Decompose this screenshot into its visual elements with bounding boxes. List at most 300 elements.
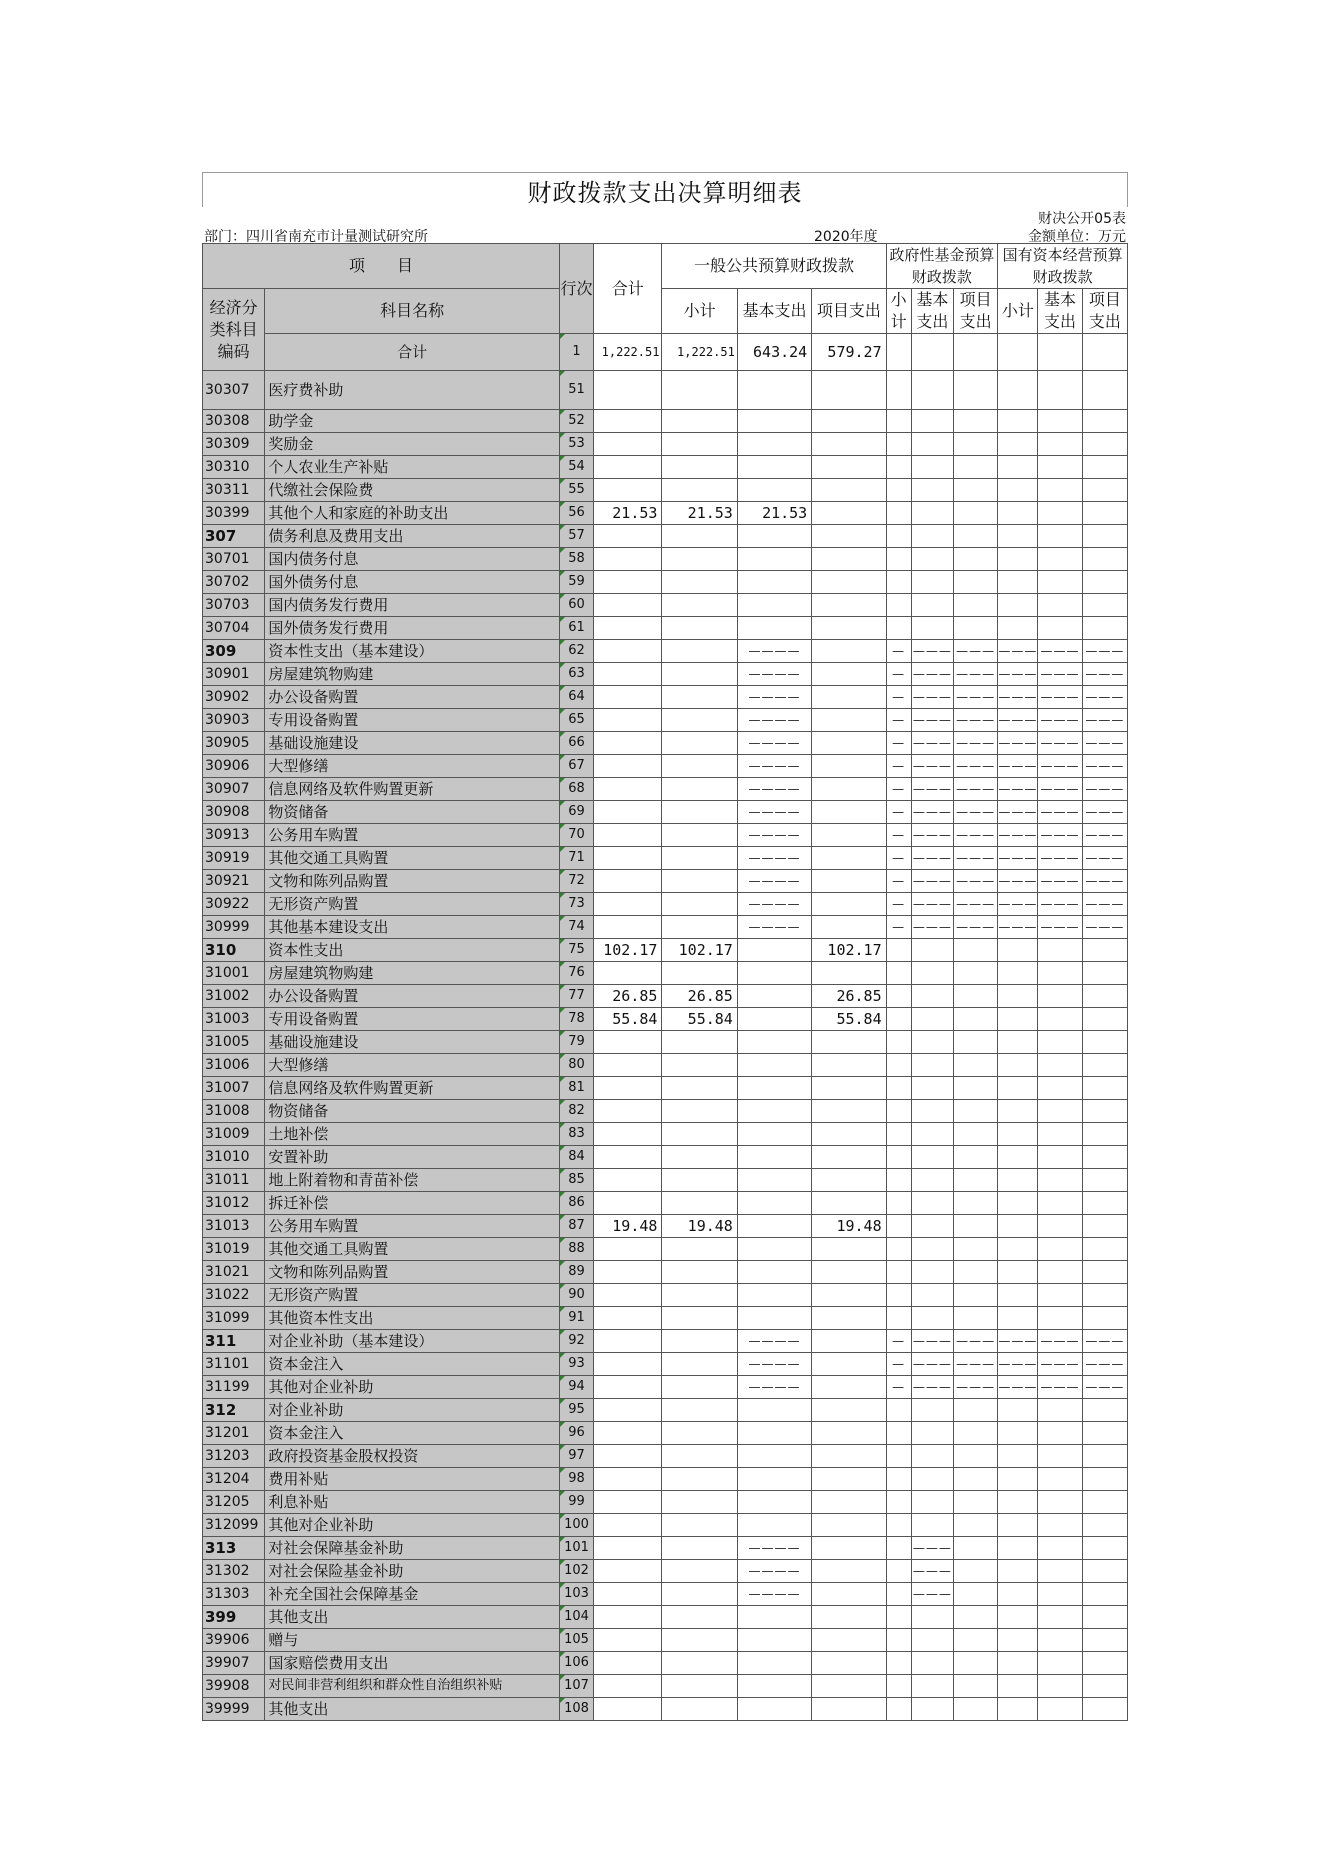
econ-code: 31009 bbox=[203, 1123, 265, 1146]
fund-cell bbox=[886, 1698, 911, 1721]
fund-cell bbox=[1082, 939, 1127, 962]
subject-name: 国外债务发行费用 bbox=[265, 617, 560, 640]
amount-total bbox=[594, 916, 662, 939]
fund-cell bbox=[911, 571, 953, 594]
table-row bbox=[203, 1169, 1128, 1192]
amount-subtotal bbox=[662, 1192, 737, 1215]
subject-name: 其他个人和家庭的补助支出 bbox=[265, 502, 560, 525]
amount-basic bbox=[737, 985, 811, 1008]
econ-code: 313 bbox=[203, 1537, 265, 1560]
subject-name: 代缴社会保险费 bbox=[265, 479, 560, 502]
amount-project bbox=[812, 1100, 886, 1123]
table-row bbox=[203, 663, 1128, 686]
dash-mark: ———— bbox=[737, 663, 811, 686]
fund-cell bbox=[886, 1261, 911, 1284]
table-row bbox=[203, 1652, 1128, 1675]
amount-total bbox=[594, 1100, 662, 1123]
amount-total: 55.84 bbox=[594, 1008, 662, 1031]
table-row bbox=[203, 1514, 1128, 1537]
fund-cell bbox=[998, 548, 1038, 571]
fund-cell bbox=[1082, 1008, 1127, 1031]
amount-project bbox=[812, 502, 886, 525]
amount-basic bbox=[737, 962, 811, 985]
fund-cell bbox=[953, 1192, 997, 1215]
subject-name: 其他资本性支出 bbox=[265, 1307, 560, 1330]
row-number: 104 bbox=[559, 1606, 593, 1629]
econ-code: 310 bbox=[203, 939, 265, 962]
fund-cell bbox=[1082, 456, 1127, 479]
fund-cell bbox=[1082, 1422, 1127, 1445]
dash-mark: ———— bbox=[737, 1560, 811, 1583]
subject-name: 基础设施建设 bbox=[265, 732, 560, 755]
subject-name: 补充全国社会保障基金 bbox=[265, 1583, 560, 1606]
table-row bbox=[203, 571, 1128, 594]
amount-project bbox=[812, 1169, 886, 1192]
fund-cell bbox=[911, 939, 953, 962]
amount-total bbox=[594, 525, 662, 548]
dash-mark: ——— bbox=[998, 847, 1038, 870]
fund-cell bbox=[953, 1491, 997, 1514]
fund-cell bbox=[998, 1629, 1038, 1652]
fund-cell bbox=[953, 1652, 997, 1675]
subject-name: 专用设备购置 bbox=[265, 1008, 560, 1031]
amount-subtotal bbox=[662, 1583, 737, 1606]
fund-cell bbox=[911, 410, 953, 433]
fund-cell bbox=[886, 1514, 911, 1537]
dash-mark: — bbox=[886, 1376, 911, 1399]
fund-cell bbox=[1082, 410, 1127, 433]
table-row bbox=[203, 1675, 1128, 1698]
subject-name: 对企业补助（基本建设） bbox=[265, 1330, 560, 1353]
amount-project bbox=[812, 525, 886, 548]
fund-cell bbox=[998, 1238, 1038, 1261]
fund-cell bbox=[886, 1077, 911, 1100]
fund-cell bbox=[953, 1629, 997, 1652]
table-row bbox=[203, 1330, 1128, 1353]
subject-name: 赠与 bbox=[265, 1629, 560, 1652]
fund-cell bbox=[953, 456, 997, 479]
table-row bbox=[203, 410, 1128, 433]
header-general-budget: 一般公共预算财政拨款 bbox=[662, 244, 886, 289]
amount-project bbox=[812, 1560, 886, 1583]
dash-mark: ——— bbox=[911, 916, 953, 939]
amount-total bbox=[594, 1031, 662, 1054]
dash-mark: ——— bbox=[953, 709, 997, 732]
fund-cell bbox=[911, 1077, 953, 1100]
subject-name: 文物和陈列品购置 bbox=[265, 1261, 560, 1284]
fund-cell bbox=[1082, 1307, 1127, 1330]
amount-project bbox=[812, 1422, 886, 1445]
row-number: 60 bbox=[559, 594, 593, 617]
amount-basic bbox=[737, 617, 811, 640]
fund-cell bbox=[1038, 1606, 1082, 1629]
dash-mark: ——— bbox=[911, 686, 953, 709]
fund-cell bbox=[911, 962, 953, 985]
fund-cell bbox=[886, 1169, 911, 1192]
dash-mark: ——— bbox=[1038, 663, 1082, 686]
amount-total bbox=[594, 778, 662, 801]
econ-code: 31204 bbox=[203, 1468, 265, 1491]
subject-name: 基础设施建设 bbox=[265, 1031, 560, 1054]
row-number: 95 bbox=[559, 1399, 593, 1422]
subject-name: 国内债务付息 bbox=[265, 548, 560, 571]
table-row bbox=[203, 1261, 1128, 1284]
econ-code: 30901 bbox=[203, 663, 265, 686]
amount-subtotal bbox=[662, 594, 737, 617]
fund-cell bbox=[911, 617, 953, 640]
row-number: 65 bbox=[559, 709, 593, 732]
amount-project bbox=[812, 1468, 886, 1491]
dash-mark: — bbox=[886, 709, 911, 732]
header-basic: 基本支出 bbox=[737, 289, 811, 334]
fund-cell bbox=[953, 1675, 997, 1698]
amount-project bbox=[812, 1399, 886, 1422]
fund-cell bbox=[1082, 1146, 1127, 1169]
table-row bbox=[203, 548, 1128, 571]
fund-cell bbox=[1082, 502, 1127, 525]
econ-code: 30913 bbox=[203, 824, 265, 847]
amount-total bbox=[594, 640, 662, 663]
amount-total bbox=[594, 1675, 662, 1698]
econ-code: 30922 bbox=[203, 893, 265, 916]
amount-subtotal: 19.48 bbox=[662, 1215, 737, 1238]
fund-cell bbox=[953, 548, 997, 571]
row-number: 63 bbox=[559, 663, 593, 686]
econ-code: 30704 bbox=[203, 617, 265, 640]
header-subject-name: 科目名称 bbox=[265, 289, 560, 334]
amount-total bbox=[594, 1583, 662, 1606]
table-row bbox=[203, 640, 1128, 663]
table-row bbox=[203, 456, 1128, 479]
amount-subtotal bbox=[662, 755, 737, 778]
fund-cell bbox=[998, 594, 1038, 617]
dash-mark: — bbox=[886, 663, 911, 686]
amount-total bbox=[594, 1330, 662, 1353]
amount-total: 21.53 bbox=[594, 502, 662, 525]
dash-mark: ——— bbox=[1038, 640, 1082, 663]
fund-cell bbox=[1038, 1491, 1082, 1514]
econ-code: 30307 bbox=[203, 371, 265, 410]
dash-mark: ———— bbox=[737, 755, 811, 778]
econ-code: 311 bbox=[203, 1330, 265, 1353]
row-number: 98 bbox=[559, 1468, 593, 1491]
fund-cell bbox=[1082, 1215, 1127, 1238]
amount-total bbox=[594, 1629, 662, 1652]
subject-name: 办公设备购置 bbox=[265, 985, 560, 1008]
amount-total bbox=[594, 1491, 662, 1514]
fund-cell bbox=[998, 1031, 1038, 1054]
econ-code: 31006 bbox=[203, 1054, 265, 1077]
econ-code: 30311 bbox=[203, 479, 265, 502]
amount-basic bbox=[737, 1514, 811, 1537]
dash-mark: ——— bbox=[1038, 847, 1082, 870]
table-row bbox=[203, 916, 1128, 939]
subject-name: 物资储备 bbox=[265, 1100, 560, 1123]
amount-basic bbox=[737, 1054, 811, 1077]
econ-code: 312099 bbox=[203, 1514, 265, 1537]
amount-project bbox=[812, 479, 886, 502]
header-state-basic: 基本支出 bbox=[1038, 289, 1082, 334]
row-number: 69 bbox=[559, 801, 593, 824]
subject-name: 其他交通工具购置 bbox=[265, 847, 560, 870]
amount-subtotal bbox=[662, 1514, 737, 1537]
amount-project bbox=[812, 1330, 886, 1353]
fund-cell bbox=[1038, 1399, 1082, 1422]
fund-cell bbox=[998, 571, 1038, 594]
amount-total bbox=[594, 1560, 662, 1583]
amount-basic: 21.53 bbox=[737, 502, 811, 525]
fund-cell bbox=[998, 1307, 1038, 1330]
fund-cell bbox=[1038, 1284, 1082, 1307]
fund-cell bbox=[953, 1514, 997, 1537]
row-number: 89 bbox=[559, 1261, 593, 1284]
amount-project bbox=[812, 1284, 886, 1307]
fund-cell bbox=[1038, 1215, 1082, 1238]
amount-project: 102.17 bbox=[812, 939, 886, 962]
fund-cell bbox=[1038, 1514, 1082, 1537]
dash-mark: ——— bbox=[953, 1353, 997, 1376]
dash-mark: ——— bbox=[1038, 1376, 1082, 1399]
amount-total bbox=[594, 1652, 662, 1675]
fund-cell bbox=[953, 1445, 997, 1468]
meta-info-row bbox=[202, 225, 1128, 243]
dash-mark: ——— bbox=[953, 778, 997, 801]
dash-mark: ——— bbox=[998, 916, 1038, 939]
amount-subtotal bbox=[662, 1330, 737, 1353]
amount-total bbox=[594, 410, 662, 433]
amount-subtotal bbox=[662, 1054, 737, 1077]
dash-mark: ——— bbox=[1038, 801, 1082, 824]
amount-basic bbox=[737, 1399, 811, 1422]
amount-project bbox=[812, 410, 886, 433]
dash-mark: ——— bbox=[953, 755, 997, 778]
subject-name: 其他支出 bbox=[265, 1698, 560, 1721]
dash-mark: ——— bbox=[911, 1560, 953, 1583]
table-row bbox=[203, 479, 1128, 502]
dash-mark: ——— bbox=[953, 1376, 997, 1399]
econ-code: 31001 bbox=[203, 962, 265, 985]
row-number: 81 bbox=[559, 1077, 593, 1100]
row-number: 73 bbox=[559, 893, 593, 916]
fund-cell bbox=[1082, 617, 1127, 640]
econ-code: 30908 bbox=[203, 801, 265, 824]
amount-project bbox=[812, 847, 886, 870]
fund-cell bbox=[953, 617, 997, 640]
amount-subtotal bbox=[662, 571, 737, 594]
subject-name: 拆迁补偿 bbox=[265, 1192, 560, 1215]
dash-mark: ——— bbox=[1082, 916, 1127, 939]
fund-cell bbox=[953, 1146, 997, 1169]
dash-mark: ——— bbox=[1082, 778, 1127, 801]
dash-mark: — bbox=[886, 847, 911, 870]
dash-mark: ——— bbox=[911, 870, 953, 893]
dash-mark: — bbox=[886, 778, 911, 801]
amount-total bbox=[594, 1698, 662, 1721]
table-row bbox=[203, 1192, 1128, 1215]
amount-subtotal bbox=[662, 1146, 737, 1169]
dash-mark: ——— bbox=[1038, 893, 1082, 916]
fund-cell bbox=[911, 1307, 953, 1330]
fund-cell bbox=[998, 1215, 1038, 1238]
amount-project bbox=[812, 1445, 886, 1468]
fund-cell bbox=[1082, 985, 1127, 1008]
dash-mark: ——— bbox=[911, 847, 953, 870]
amount-subtotal bbox=[662, 371, 737, 410]
fund-cell bbox=[886, 1054, 911, 1077]
row-number: 74 bbox=[559, 916, 593, 939]
table-row bbox=[203, 1284, 1128, 1307]
amount-total bbox=[594, 479, 662, 502]
fund-cell bbox=[953, 1399, 997, 1422]
amount-subtotal bbox=[662, 686, 737, 709]
row-number: 100 bbox=[559, 1514, 593, 1537]
fund-cell bbox=[1082, 548, 1127, 571]
dash-mark: ——— bbox=[998, 778, 1038, 801]
dash-mark: ———— bbox=[737, 1583, 811, 1606]
subject-name: 其他对企业补助 bbox=[265, 1376, 560, 1399]
row-number: 94 bbox=[559, 1376, 593, 1399]
econ-code: 31013 bbox=[203, 1215, 265, 1238]
econ-code: 30906 bbox=[203, 755, 265, 778]
dash-mark: ——— bbox=[911, 732, 953, 755]
dash-mark: ——— bbox=[953, 893, 997, 916]
fund-cell bbox=[953, 985, 997, 1008]
fund-cell bbox=[953, 1215, 997, 1238]
econ-code: 39907 bbox=[203, 1652, 265, 1675]
row-number: 106 bbox=[559, 1652, 593, 1675]
amount-basic bbox=[737, 571, 811, 594]
amount-total bbox=[594, 1077, 662, 1100]
table-row bbox=[203, 1238, 1128, 1261]
amount-subtotal bbox=[662, 640, 737, 663]
fund-cell bbox=[911, 1491, 953, 1514]
amount-total bbox=[594, 1261, 662, 1284]
subject-name: 资本性支出（基本建设） bbox=[265, 640, 560, 663]
unit-label: 金额单位：万元 bbox=[1028, 229, 1126, 245]
table-row bbox=[203, 1399, 1128, 1422]
amount-subtotal bbox=[662, 1468, 737, 1491]
amount-subtotal: 55.84 bbox=[662, 1008, 737, 1031]
row-number: 68 bbox=[559, 778, 593, 801]
fund-cell bbox=[953, 1307, 997, 1330]
fund-cell bbox=[886, 1307, 911, 1330]
amount-subtotal: 21.53 bbox=[662, 502, 737, 525]
fund-cell bbox=[1038, 985, 1082, 1008]
fund-cell bbox=[953, 1261, 997, 1284]
fund-cell bbox=[1038, 1422, 1082, 1445]
dash-mark: — bbox=[886, 893, 911, 916]
dash-mark: — bbox=[886, 1330, 911, 1353]
table-row bbox=[203, 371, 1128, 410]
amount-basic bbox=[737, 371, 811, 410]
total-project: 579.27 bbox=[812, 334, 886, 371]
fund-cell bbox=[1082, 1169, 1127, 1192]
dash-mark: ——— bbox=[1038, 916, 1082, 939]
econ-code: 309 bbox=[203, 640, 265, 663]
row-number: 105 bbox=[559, 1629, 593, 1652]
econ-code: 30919 bbox=[203, 847, 265, 870]
fund-cell bbox=[911, 1399, 953, 1422]
amount-basic bbox=[737, 1215, 811, 1238]
amount-project bbox=[812, 594, 886, 617]
subject-name: 公务用车购置 bbox=[265, 824, 560, 847]
fund-cell bbox=[998, 1560, 1038, 1583]
amount-project bbox=[812, 1491, 886, 1514]
row-number: 70 bbox=[559, 824, 593, 847]
fund-cell bbox=[1082, 1261, 1127, 1284]
econ-code: 31011 bbox=[203, 1169, 265, 1192]
dash-mark: ——— bbox=[911, 640, 953, 663]
dash-mark: ——— bbox=[1082, 824, 1127, 847]
fund-cell bbox=[911, 433, 953, 456]
fund-cell bbox=[998, 1169, 1038, 1192]
fund-cell bbox=[998, 433, 1038, 456]
amount-total bbox=[594, 1399, 662, 1422]
row-number: 51 bbox=[559, 371, 593, 410]
fund-cell bbox=[1082, 1491, 1127, 1514]
amount-basic bbox=[737, 433, 811, 456]
table-row bbox=[203, 1606, 1128, 1629]
amount-subtotal bbox=[662, 1123, 737, 1146]
amount-basic bbox=[737, 1192, 811, 1215]
dash-mark: ——— bbox=[1082, 870, 1127, 893]
fund-cell bbox=[953, 571, 997, 594]
fund-cell bbox=[1038, 594, 1082, 617]
econ-code: 31022 bbox=[203, 1284, 265, 1307]
row-number: 56 bbox=[559, 502, 593, 525]
subject-name: 大型修缮 bbox=[265, 755, 560, 778]
subject-name: 个人农业生产补贴 bbox=[265, 456, 560, 479]
amount-total bbox=[594, 571, 662, 594]
fund-cell bbox=[1038, 525, 1082, 548]
header-state-capital: 国有资本经营预算财政拨款 bbox=[998, 244, 1128, 289]
dash-mark: ——— bbox=[911, 1537, 953, 1560]
econ-code: 30399 bbox=[203, 502, 265, 525]
fund-cell bbox=[911, 525, 953, 548]
total-label: 合计 bbox=[265, 334, 560, 371]
fund-cell bbox=[953, 479, 997, 502]
dash-mark: ——— bbox=[911, 1376, 953, 1399]
amount-basic bbox=[737, 1123, 811, 1146]
amount-project bbox=[812, 916, 886, 939]
row-number: 101 bbox=[559, 1537, 593, 1560]
amount-total bbox=[594, 1422, 662, 1445]
fund-cell bbox=[886, 1560, 911, 1583]
row-number: 53 bbox=[559, 433, 593, 456]
amount-total bbox=[594, 1468, 662, 1491]
row-number: 87 bbox=[559, 1215, 593, 1238]
table-row bbox=[203, 801, 1128, 824]
fund-cell bbox=[1082, 1675, 1127, 1698]
row-number: 97 bbox=[559, 1445, 593, 1468]
table-row bbox=[203, 1353, 1128, 1376]
table-row bbox=[203, 824, 1128, 847]
amount-basic bbox=[737, 1468, 811, 1491]
total-basic: 643.24 bbox=[737, 334, 811, 371]
subject-name: 国外债务付息 bbox=[265, 571, 560, 594]
dash-mark: ——— bbox=[1038, 1353, 1082, 1376]
dash-mark: ——— bbox=[911, 1583, 953, 1606]
econ-code: 31203 bbox=[203, 1445, 265, 1468]
row-number: 108 bbox=[559, 1698, 593, 1721]
header-gov-fund: 政府性基金预算财政拨款 bbox=[886, 244, 998, 289]
row-number: 80 bbox=[559, 1054, 593, 1077]
fund-cell bbox=[1038, 1146, 1082, 1169]
amount-basic bbox=[737, 1008, 811, 1031]
fund-cell bbox=[886, 410, 911, 433]
dash-mark: ——— bbox=[1038, 709, 1082, 732]
header-item: 项 目 bbox=[203, 244, 560, 289]
